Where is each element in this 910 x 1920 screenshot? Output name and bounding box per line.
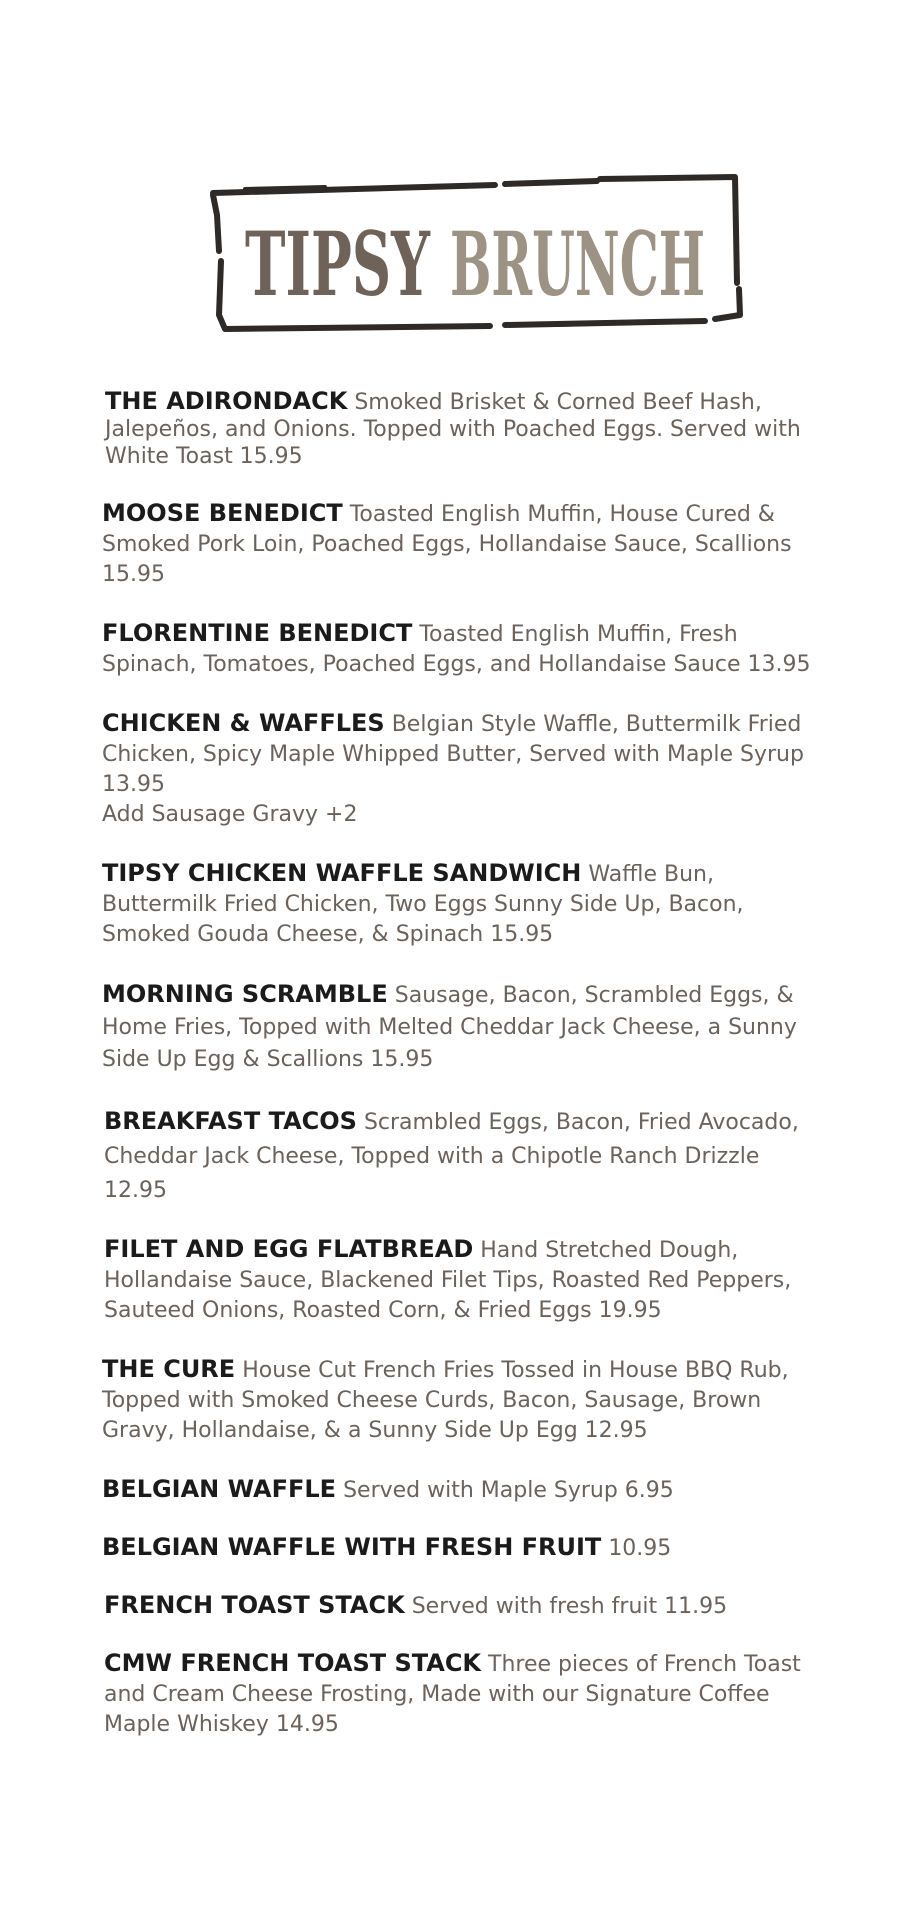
menu-item-description: Three pieces of French Toast and Cream Cheese Frosting, Made with our Signature Coffee Maple Whiskey 14.95	[104, 1652, 801, 1737]
logo-word-brunch: BRUNCH	[450, 212, 705, 316]
menu-item-name: MORNING SCRAMBLE	[102, 980, 388, 1008]
menu-item-the-cure	[102, 1354, 822, 1446]
menu-item-name: BELGIAN WAFFLE	[102, 1475, 337, 1503]
menu-item-name: THE ADIRONDACK	[105, 387, 348, 415]
menu-item-description: Served with Maple Syrup 6.95	[343, 1478, 674, 1503]
menu-item-the-adirondack	[102, 388, 822, 470]
menu-item-name: THE CURE	[102, 1355, 236, 1383]
menu-item-description: Waffle Bun, Buttermilk Fried Chicken, Two Eggs Sunny Side Up, Bacon, Smoked Gouda Cheese, & Spinach 15.95	[102, 862, 744, 947]
menu-item-name: CMW FRENCH TOAST STACK	[104, 1649, 482, 1677]
menu-item-name: CHICKEN & WAFFLES	[102, 709, 385, 737]
menu-item-description: 10.95	[608, 1536, 672, 1561]
menu-item-add-on: Add Sausage Gravy +2	[102, 802, 358, 827]
menu-item-description: Toasted English Muffin, House Cured & Smoked Pork Loin, Poached Eggs, Hollandaise Sauce, Scallions 15.95	[102, 502, 792, 587]
menu-item-description: Toasted English Muffin, Fresh Spinach, Tomatoes, Poached Eggs, and Hollandaise Sauce 13.95	[102, 622, 811, 677]
menu-item-description: House Cut French Fries Tossed in House BBQ Rub, Topped with Smoked Cheese Curds, Bacon, Sausage, Brown Gravy, Hollandaise, & a Sunny Side Up Egg 12.95	[102, 1358, 789, 1443]
menu-item-cmw-french-toast-stack	[102, 1648, 822, 1740]
brunch-menu	[102, 388, 822, 1740]
menu-item-filet-and-egg-flatbread	[102, 1234, 822, 1326]
menu-item-belgian-waffle	[102, 1474, 822, 1506]
menu-item-belgian-waffle-with-fresh-fruit	[102, 1532, 822, 1564]
menu-item-name: BREAKFAST TACOS	[104, 1107, 357, 1135]
menu-item-moose-benedict	[102, 498, 822, 590]
menu-item-name: FLORENTINE BENEDICT	[102, 619, 413, 647]
menu-item-name: TIPSY CHICKEN WAFFLE SANDWICH	[102, 859, 582, 887]
menu-item-description: Smoked Brisket & Corned Beef Hash, Jalepeños, and Onions. Topped with Poached Eggs. Served with White Toast 15.95	[105, 390, 801, 469]
menu-item-name: BELGIAN WAFFLE WITH FRESH FRUIT	[102, 1533, 602, 1561]
menu-item-name: MOOSE BENEDICT	[102, 499, 343, 527]
menu-item-description: Hand Stretched Dough, Hollandaise Sauce, Blackened Filet Tips, Roasted Red Peppers, Sauteed Onions, Roasted Corn, & Fried Eggs 19.95	[104, 1238, 792, 1323]
menu-item-description: Scrambled Eggs, Bacon, Fried Avocado, Cheddar Jack Cheese, Topped with a Chipotle Ranch Drizzle 12.95	[104, 1110, 799, 1203]
menu-item-french-toast-stack	[102, 1590, 822, 1622]
menu-item-florentine-benedict	[102, 618, 822, 680]
menu-item-description: Sausage, Bacon, Scrambled Eggs, & Home Fries, Topped with Melted Cheddar Jack Cheese, a Sunny Side Up Egg & Scallions 15.95	[102, 983, 797, 1072]
menu-item-morning-scramble	[102, 978, 822, 1076]
menu-item-breakfast-tacos	[102, 1104, 822, 1208]
logo	[0, 165, 910, 355]
menu-item-description: Belgian Style Waffle, Buttermilk Fried Chicken, Spicy Maple Whipped Butter, Served with Maple Syrup 13.95	[102, 712, 804, 797]
menu-item-description: Served with fresh fruit 11.95	[411, 1594, 728, 1619]
menu-item-name: FILET AND EGG FLATBREAD	[104, 1235, 474, 1263]
logo-word-tipsy: TIPSY	[245, 212, 431, 316]
menu-item-name: FRENCH TOAST STACK	[104, 1591, 405, 1619]
tipsy-brunch-stamp-logo	[205, 165, 745, 355]
menu-item-chicken-and-waffles	[102, 708, 822, 830]
menu-item-tipsy-chicken-waffle-sandwich	[102, 858, 822, 950]
